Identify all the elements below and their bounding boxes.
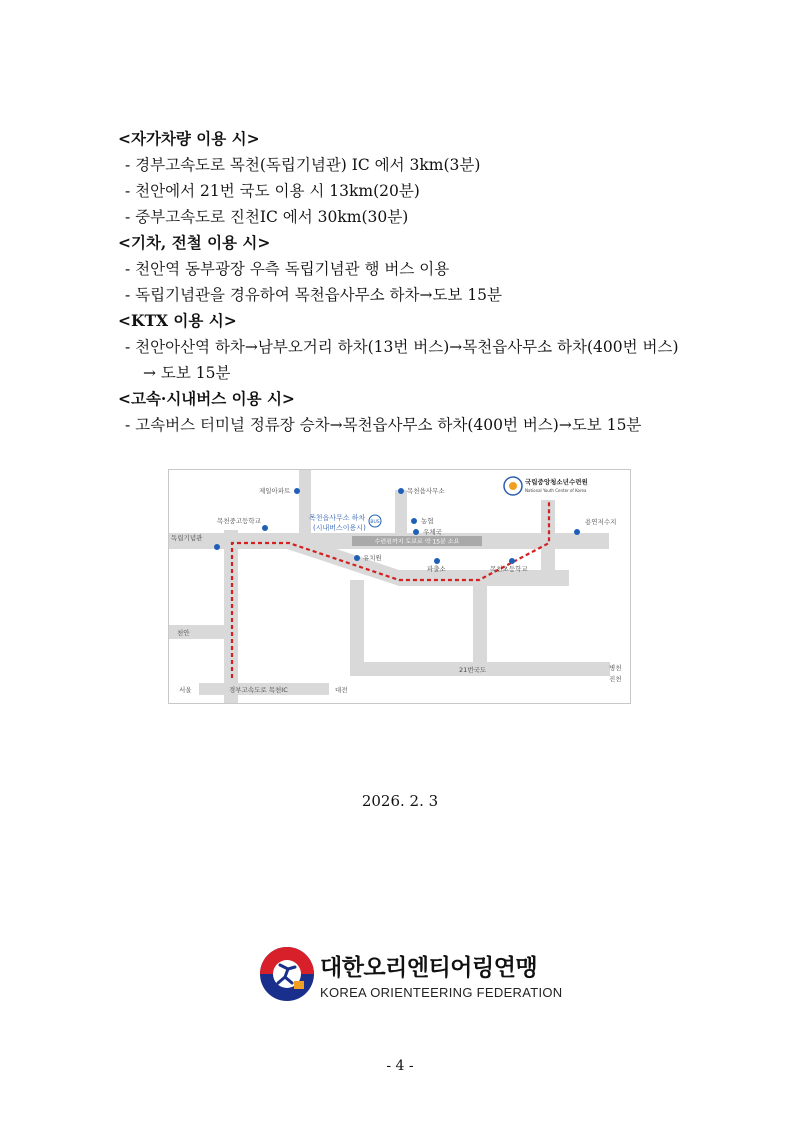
label-daejeon: 대전 [335, 686, 348, 694]
roads [169, 470, 610, 703]
poi-dot-police [434, 558, 440, 564]
label-office: 목천읍사무소 [407, 487, 445, 495]
label-bus-stop-1: 목천읍사무소 하차 [309, 514, 366, 522]
poi-dot-kindergarten [354, 555, 360, 561]
location-map [168, 469, 631, 704]
road-top-mid [395, 490, 407, 533]
ktx-header: <KTX 이용 시> [118, 311, 237, 330]
label-seoul: 서울 [179, 686, 192, 694]
poi-dot-independence [214, 544, 220, 550]
walk-banner: 수련원까지 도보로 약 15분 소요 [374, 538, 460, 546]
car-line-2: - 천안에서 21번 국도 이용 시 13km(20분) [125, 182, 420, 200]
car-header: <자가차량 이용 시> [118, 129, 260, 148]
car-line-1: - 경부고속도로 목천(독립기념관) IC 에서 3km(3분) [125, 156, 481, 174]
logo-korean-name: 대한오리엔티어링연맹 [320, 955, 538, 981]
bus-icon-label: BUS [370, 520, 380, 525]
label-elementary: 목천초등학교 [490, 565, 528, 573]
bus-header: <고속·시내버스 이용 시> [118, 389, 295, 408]
ktx-line-1: - 천안아산역 하차→남부오거리 하차(13번 버스)→목천읍사무소 하차(400번 버스) [125, 338, 679, 356]
label-nonghyup: 농협 [421, 517, 434, 525]
road-top-left [299, 470, 311, 533]
label-reservoir: 용연저수지 [585, 518, 617, 526]
poi-dot-post [413, 529, 419, 535]
label-youth-center-en: National Youth Center of Korea [525, 488, 587, 493]
road-right-vertical [473, 570, 487, 676]
poi-dot-elementary [509, 558, 515, 564]
label-cheonan: 천안 [177, 629, 190, 637]
label-route21: 21번국도 [459, 666, 487, 674]
train-line-2: - 독립기념관을 경유하여 목천읍사무소 하차→도보 15분 [125, 286, 503, 304]
label-middle-school: 목천중고등학교 [217, 517, 261, 525]
document-date: 2026. 2. 3 [361, 792, 439, 810]
road-middle-vertical [350, 580, 364, 675]
bus-line-1: - 고속버스 터미널 정류장 승차→목천읍사무소 하차(400번 버스)→도보 15분 [125, 416, 642, 434]
ktx-line-2: → 도보 15분 [143, 364, 231, 382]
poi-dot-middle [262, 525, 268, 531]
page-number: - 4 - [386, 1058, 414, 1074]
label-independence-hall: 독립기념관 [171, 534, 203, 542]
youth-center-logo-core [509, 482, 517, 490]
poi-dot-jaeil [294, 488, 300, 494]
label-kindergarten: 유치원 [363, 554, 382, 562]
label-expressway-ic: 경부고속도로 목천IC [229, 686, 288, 694]
route-line [232, 500, 549, 678]
label-police: 파출소 [427, 565, 446, 573]
label-jaeil: 제일아파트 [259, 487, 291, 495]
car-line-3: - 중부고속도로 진천IC 에서 30km(30분) [125, 208, 409, 226]
label-youth-center: 국립중앙청소년수련원 [525, 478, 588, 486]
poi-dot-reservoir [574, 529, 580, 535]
label-jincheon: 진천 [609, 675, 622, 683]
federation-emblem-icon [258, 945, 316, 1003]
label-post: 우체국 [423, 528, 442, 536]
federation-logo [258, 945, 563, 1007]
train-header: <기차, 전철 이용 시> [118, 233, 271, 252]
label-bus-stop-2: (시내버스이용시) [313, 524, 366, 532]
poi-dot-office [398, 488, 404, 494]
poi-dot-nonghyup [411, 518, 417, 524]
label-byeongcheon: 병천 [609, 664, 622, 672]
train-line-1: - 천안역 동부광장 우측 독립기념관 행 버스 이용 [125, 260, 450, 278]
logo-english-name: KOREA ORIENTEERING FEDERATION [320, 985, 563, 1000]
